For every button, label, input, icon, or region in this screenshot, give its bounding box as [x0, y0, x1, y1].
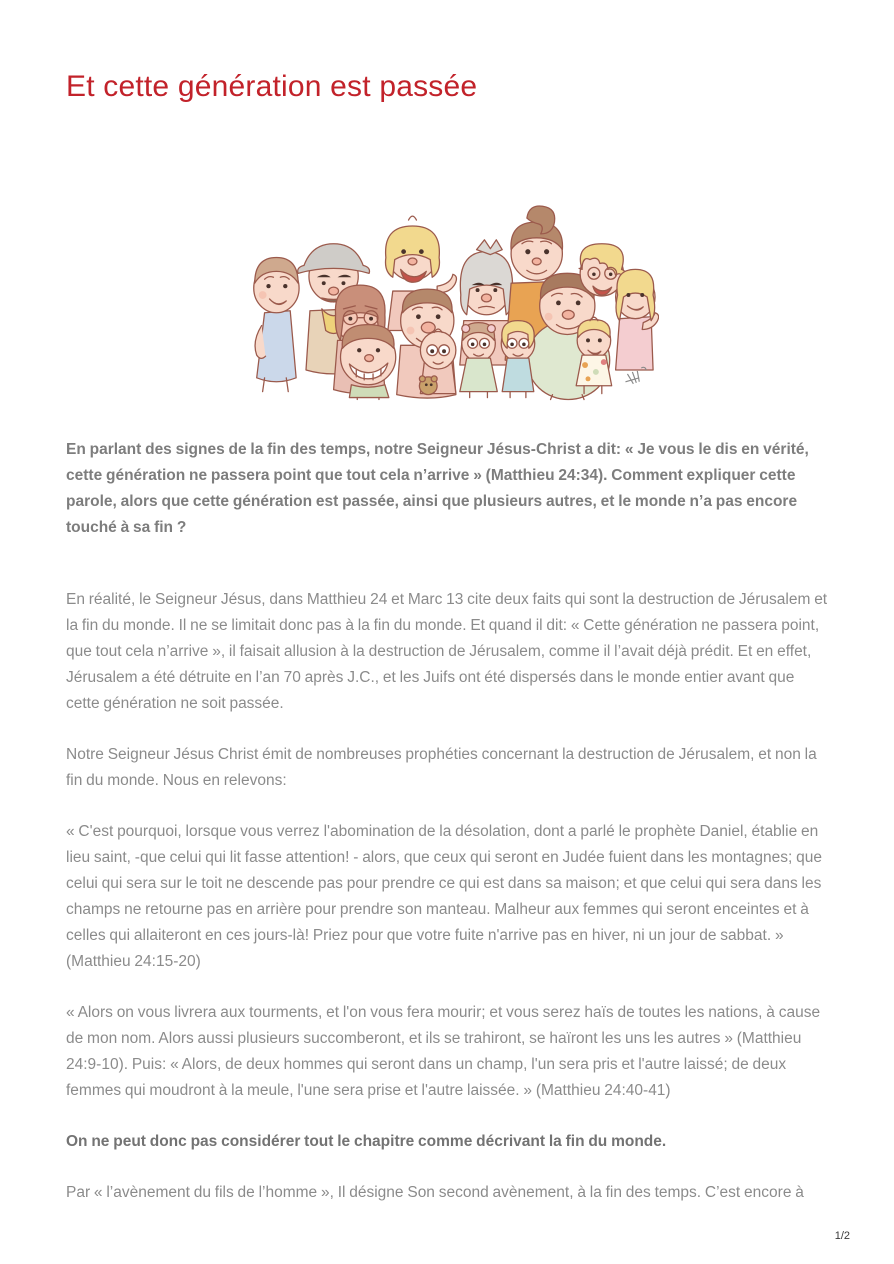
figure-left-woman: [254, 257, 299, 391]
lead-paragraph: En parlant des signes de la fin des temps, notre Seigneur Jésus-Christ a dit: « Je vous le dis en vérité, cette génération ne passera point que tout cela n’arrive » (Matthieu 24:34). Comment expliquer cette parole, alors que cette génération est passée, ainsi que plusieurs autres, et le monde n’a pas encore touché à sa fin ?: [66, 440, 809, 536]
cartoon-crowd-illustration: [235, 191, 659, 401]
paragraph-quote-matthieu-24-9-10: « Alors on vous livrera aux tourments, et l'on vous fera mourir; et vous serez haïs de toutes les nations, à cause de mon nom. Alors aussi plusieurs succomberont, et ils se trahiront, se haïront les uns les autres » (Matthieu 24:9-10). Puis: « Alors, de deux hommes qui seront dans un champ, l'un sera pris et l'autre laissé; de deux femmes qui moudront à la meule, l'une sera prise et l'autre laissée. » (Matthieu 24:40-41): [66, 1003, 821, 1099]
figure-polka-dot-girl: [576, 317, 611, 393]
paragraph-quote-matthieu-24-15-20: « C'est pourquoi, lorsque vous verrez l'abomination de la désolation, dont a parlé le prophète Daniel, établie en lieu saint, -que celui qui lit fasse attention! - alors, que ceux qui seront en Judée fuient dans les montagnes; que celui qui sera sur le toit ne descende pas pour prendre ce qui est dans sa maison; et que celui qui sera dans les champs ne retourne pas en arrière pour prendre son manteau. Malheur aux femmes qui seront enceintes et à celles qui allaiteront en ces jours-là! Priez pour que votre fuite n'arrive pas en hiver, ni un jour de sabbat. » (Matthieu 24:15-20): [66, 822, 823, 970]
page-number-indicator: 1/2: [834, 1230, 850, 1242]
paragraph-propheties: Notre Seigneur Jésus Christ émit de nombreuses prophéties concernant la destruction de Jérusalem, et non la fin du monde. Nous en relevons:: [66, 745, 817, 789]
paragraph-avenement: Par « l’avènement du fils de l’homme », Il désigne Son second avènement, à la fin des temps. C’est encore à: [66, 1183, 804, 1201]
paragraph-destruction-jerusalem: En réalité, le Seigneur Jésus, dans Matthieu 24 et Marc 13 cite deux faits qui sont la destruction de Jérusalem et la fin du monde. Il ne se limitait donc pas à la fin du monde. Et quand il dit: « Cette génération ne passera point, que tout cela n’arrive », il faisait allusion à la destruction de Jérusalem, comme il l’avait déjà prédit. Et en effet, Jérusalem a été détruite en l’an 70 après J.C., et les Juifs ont été dispersés dans le monde entier avant que cette génération ne soit passée.: [66, 590, 828, 712]
page-title: Et cette génération est passée: [66, 70, 478, 103]
crowd-drawing-svg: [235, 191, 659, 401]
conclusion-bold-line: On ne peut donc pas considérer tout le chapitre comme décrivant la fin du monde.: [66, 1132, 667, 1150]
figure-waving-blonde: [616, 269, 659, 370]
figure-toddler-teddy: [419, 329, 455, 395]
article-content: [0, 70, 894, 1206]
